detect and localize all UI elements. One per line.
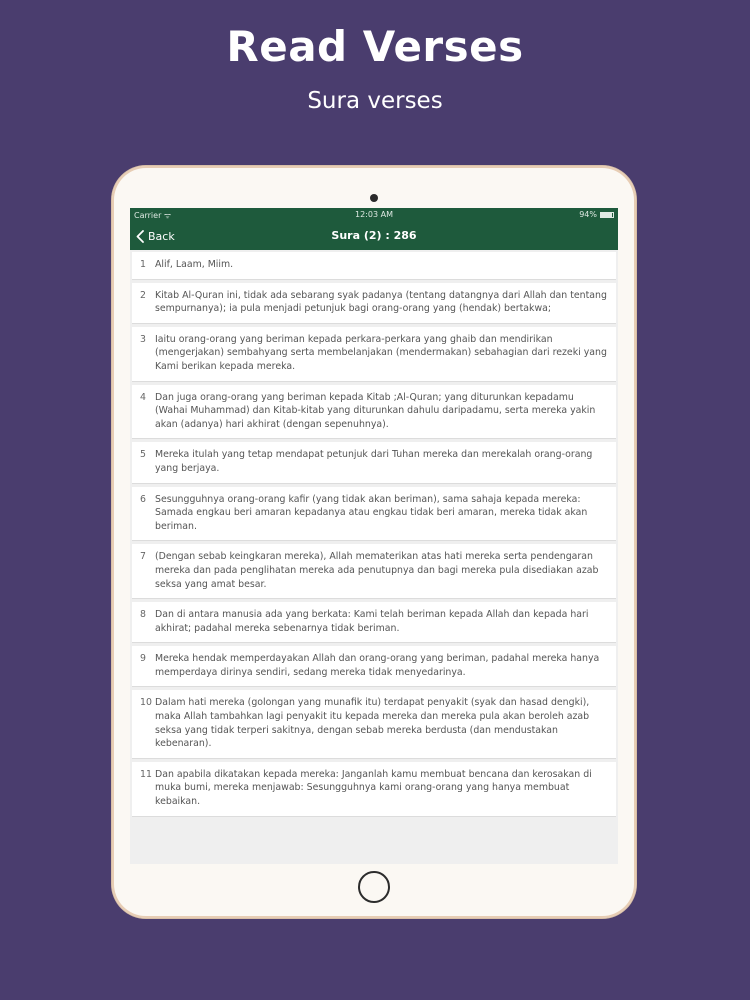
status-time: 12:03 AM <box>355 210 393 219</box>
verse-row[interactable] <box>132 327 616 382</box>
verse-number: 2 <box>140 289 146 301</box>
verse-number: 11 <box>140 768 152 780</box>
chevron-left-icon <box>136 230 144 243</box>
verse-text: (Dengan sebab keingkaran mereka), Allah mematerikan atas hati mereka serta pendengaran mereka dan pada penglihatan mereka ada penutupnya dan bagi mereka pula disediakan azab seksa yang amat besar. <box>155 551 599 590</box>
battery-icon <box>600 212 614 218</box>
verse-text: Iaitu orang-orang yang beriman kepada perkara-perkara yang ghaib dan mendirikan (mengerjakan) sembahyang serta membelanjakan (mendermakan) sebahagian dari rezeki yang Kami berikan kepada mereka. <box>155 333 607 372</box>
promo-subtitle: Sura verses <box>307 88 443 114</box>
verse-row[interactable] <box>132 442 616 483</box>
tablet-frame <box>112 166 636 918</box>
verse-list[interactable] <box>130 250 618 817</box>
verse-row[interactable] <box>132 690 616 758</box>
verse-text: Kitab Al-Quran ini, tidak ada sebarang syak padanya (tentang datangnya dari Allah dan tentang sempurnanya); ia pula menjadi petunjuk bagi orang-orang yang (hendak) bertakwa; <box>155 289 607 315</box>
verse-row[interactable] <box>132 762 616 817</box>
verse-number: 6 <box>140 493 146 505</box>
navigation-bar <box>130 222 618 250</box>
verse-text: Dan di antara manusia ada yang berkata: Kami telah beriman kepada Allah dan kepada hari akhirat; padahal mereka sebenarnya tidak beriman. <box>155 609 589 634</box>
verse-text: Mereka hendak memperdayakan Allah dan orang-orang yang beriman, padahal mereka hanya memperdaya dirinya sendiri, sedang mereka tidak menyedarinya. <box>155 653 600 678</box>
verse-row[interactable] <box>132 602 616 643</box>
verse-number: 1 <box>140 259 146 270</box>
home-button[interactable] <box>358 871 390 903</box>
back-button[interactable] <box>136 222 175 250</box>
verse-number: 8 <box>140 609 146 621</box>
verse-text: Mereka itulah yang tetap mendapat petunjuk dari Tuhan mereka dan merekalah orang-orang yang berjaya. <box>155 449 593 474</box>
status-bar <box>130 208 618 222</box>
verse-row[interactable] <box>132 283 616 324</box>
back-label: Back <box>148 229 175 243</box>
verse-number: 7 <box>140 551 146 563</box>
promo-title: Read Verses <box>226 22 524 71</box>
battery-percent: 94% <box>579 210 597 219</box>
verse-number: 9 <box>140 653 146 665</box>
battery-indicator <box>579 210 614 219</box>
verse-row[interactable] <box>132 646 616 687</box>
verse-text: Dan juga orang-orang yang beriman kepada Kitab ;Al-Quran; yang diturunkan kepadamu (Wahai Muhammad) dan Kitab-kitab yang diturunkan dahulu daripadamu, serta mereka yakin akan (adanya) hari akhirat (dengan sepenuhnya). <box>155 391 596 430</box>
camera-dot <box>370 194 378 202</box>
app-screen <box>130 208 618 864</box>
verse-row[interactable] <box>132 544 616 599</box>
verse-row[interactable] <box>132 487 616 542</box>
verse-number: 3 <box>140 333 146 345</box>
verse-number: 5 <box>140 449 146 461</box>
verse-row[interactable] <box>132 385 616 440</box>
verse-number: 10 <box>140 697 152 709</box>
page-title: Sura (2) : 286 <box>331 229 417 242</box>
carrier-label: Carrier ᯤ <box>134 211 172 220</box>
verse-text: Dan apabila dikatakan kepada mereka: Janganlah kamu membuat bencana dan kerosakan di muka bumi, mereka menjawab: Sesungguhnya kami orang-orang yang hanya membuat kebaikan. <box>155 768 592 808</box>
verse-row[interactable] <box>132 252 616 280</box>
verse-number: 4 <box>140 391 146 403</box>
verse-text: Dalam hati mereka (golongan yang munafik itu) terdapat penyakit (syak dan hasad dengki), maka Allah tambahkan lagi penyakit itu kepada mereka dan mereka pula akan beroleh azab seksa yang tidak terperi sakitnya, dengan sebab mereka berdusta (dan mendustakan kebenaran). <box>155 697 590 750</box>
verse-text: Sesungguhnya orang-orang kafir (yang tidak akan beriman), sama sahaja kepada mereka: Samada engkau beri amaran kepadanya atau engkau tidak beri amaran, mereka tidak akan beriman. <box>155 493 588 532</box>
verse-text: Alif, Laam, Miim. <box>155 259 234 270</box>
